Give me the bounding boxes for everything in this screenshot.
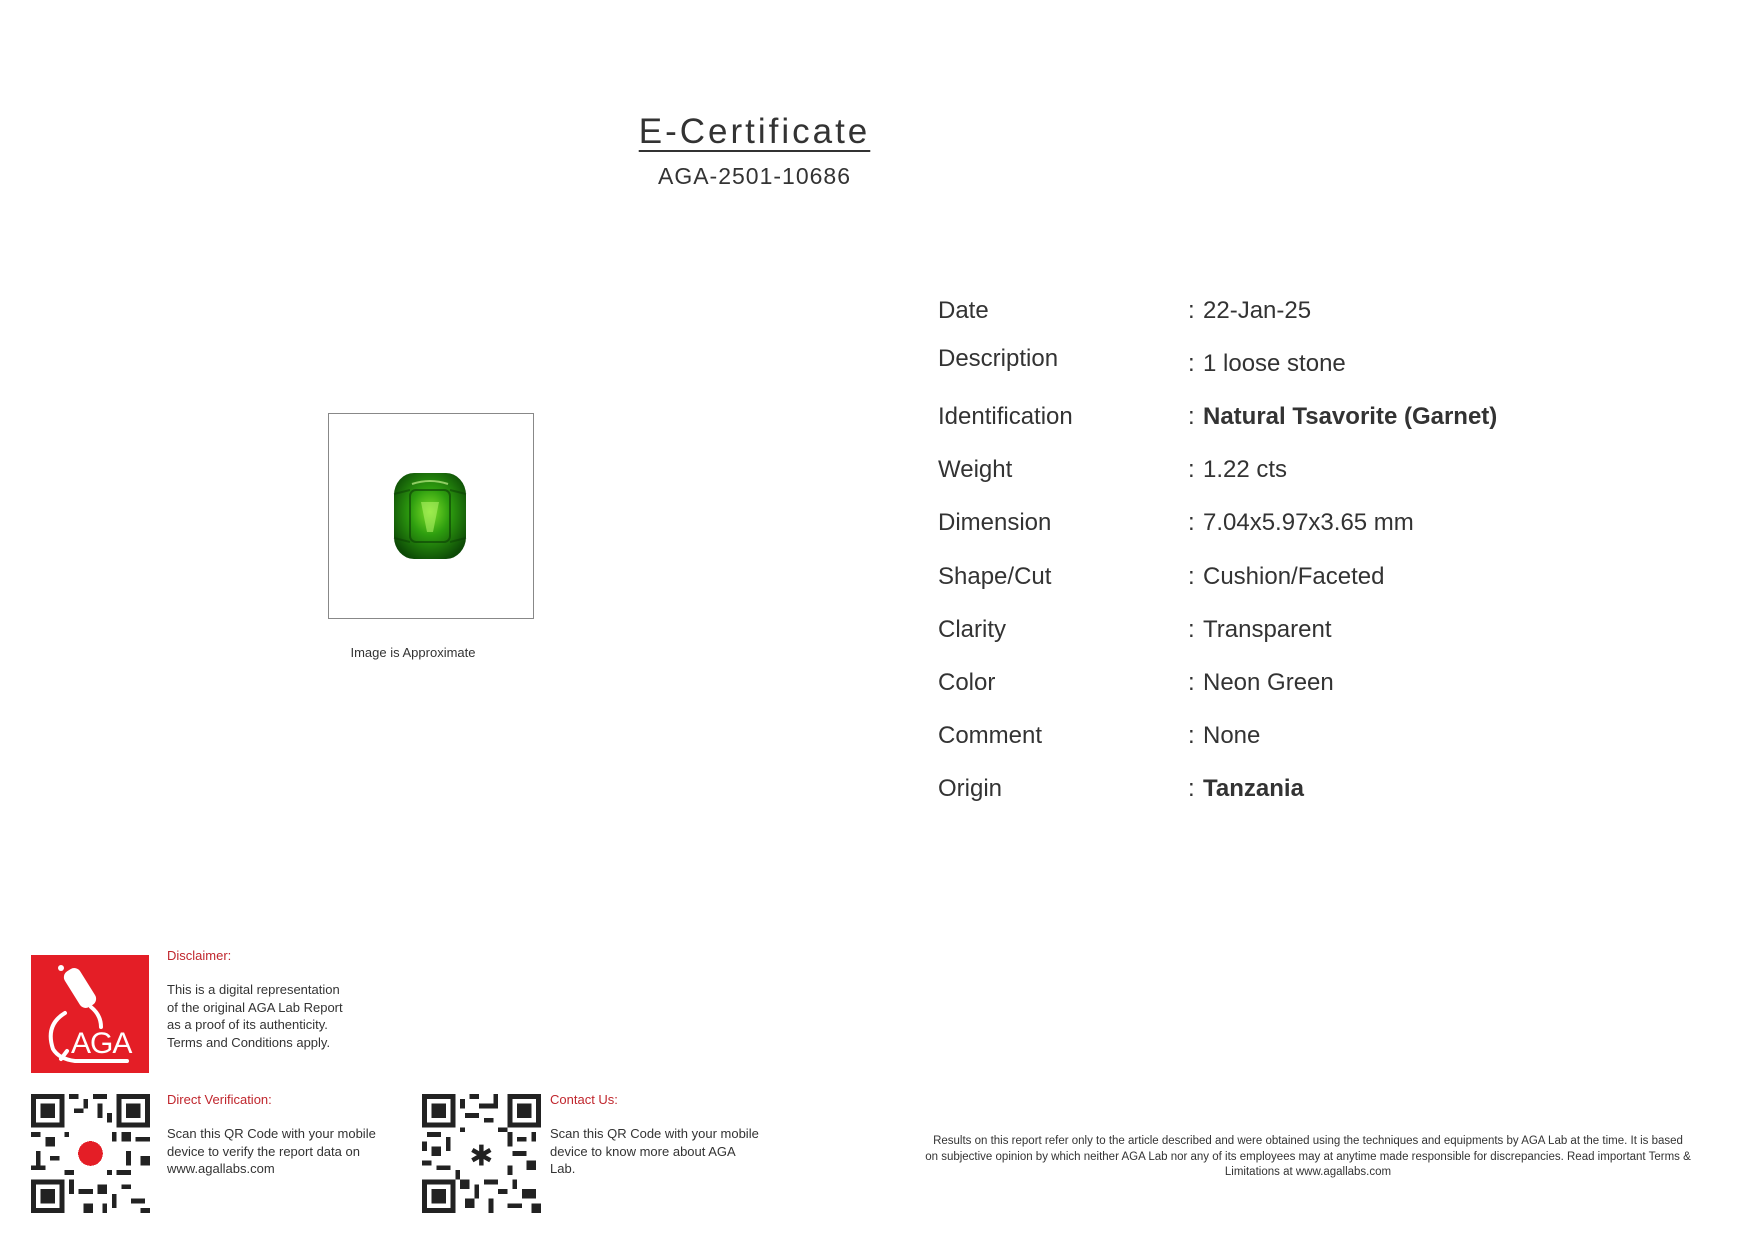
detail-label: Comment <box>938 722 1043 749</box>
detail-value: None <box>1203 722 1261 749</box>
stone-photo-frame <box>328 413 534 619</box>
contact-title: Contact Us: <box>550 1092 618 1107</box>
detail-separator: : <box>1188 775 1195 802</box>
detail-label: Identification <box>938 403 1073 430</box>
verification-qr-code[interactable] <box>31 1094 150 1213</box>
report-number: AGA-2501-10686 <box>657 163 851 189</box>
svg-text:AGA: AGA <box>71 1027 132 1060</box>
disclaimer-text: This is a digital representation of the original AGA Lab Report as a proof of its authenticity. Terms and Conditions apply. <box>167 982 343 1050</box>
disclaimer-title: Disclaimer: <box>167 948 232 963</box>
detail-label: Description <box>938 345 1059 372</box>
detail-separator: : <box>1188 616 1195 643</box>
gemstone-image <box>329 414 533 618</box>
detail-value: 1 loose stone <box>1203 350 1346 377</box>
detail-separator: : <box>1188 509 1195 536</box>
detail-label: Origin <box>938 775 1003 802</box>
image-caption: Image is Approximate <box>350 645 476 660</box>
detail-value: Neon Green <box>1203 669 1334 696</box>
detail-separator: : <box>1188 722 1195 749</box>
detail-label: Clarity <box>938 616 1007 643</box>
detail-value: Cushion/Faceted <box>1203 563 1385 590</box>
verification-text: Scan this QR Code with your mobile device to verify the report data on www.agallabs.com <box>167 1126 376 1176</box>
detail-value: Tanzania <box>1203 775 1304 802</box>
detail-label: Weight <box>938 456 1013 483</box>
detail-value: 1.22 cts <box>1203 456 1288 483</box>
svg-text:✱: ✱ <box>469 1138 494 1173</box>
detail-label: Color <box>938 669 996 696</box>
detail-separator: : <box>1188 563 1195 590</box>
contact-text: Scan this QR Code with your mobile device to know more about AGA Lab. <box>550 1126 759 1176</box>
aga-microscope-logo <box>31 955 149 1073</box>
verification-title: Direct Verification: <box>167 1092 272 1107</box>
detail-label: Date <box>938 297 989 324</box>
certificate-title: E-Certificate <box>638 112 871 151</box>
detail-value: Natural Tsavorite (Garnet) <box>1203 403 1498 430</box>
terms-fine-print: Results on this report refer only to the article described and were obtained using the techniques and equipments by AGA Lab at the time. It is based on subjective opinion by which neither AGA Lab nor any of its employees may at anytime made responsible for discrepancies. Read important Terms & Limitations at www.agallabs.com <box>925 1135 1691 1178</box>
detail-separator: : <box>1188 669 1195 696</box>
detail-separator: : <box>1188 456 1195 483</box>
contact-qr-code[interactable] <box>422 1094 541 1213</box>
detail-label: Shape/Cut <box>938 563 1052 590</box>
detail-value: Transparent <box>1203 616 1332 643</box>
detail-value: 7.04x5.97x3.65 mm <box>1203 509 1414 536</box>
detail-label: Dimension <box>938 509 1052 536</box>
detail-separator: : <box>1188 297 1195 324</box>
detail-separator: : <box>1188 403 1195 430</box>
detail-separator: : <box>1188 350 1195 377</box>
detail-value: 22-Jan-25 <box>1203 297 1312 324</box>
